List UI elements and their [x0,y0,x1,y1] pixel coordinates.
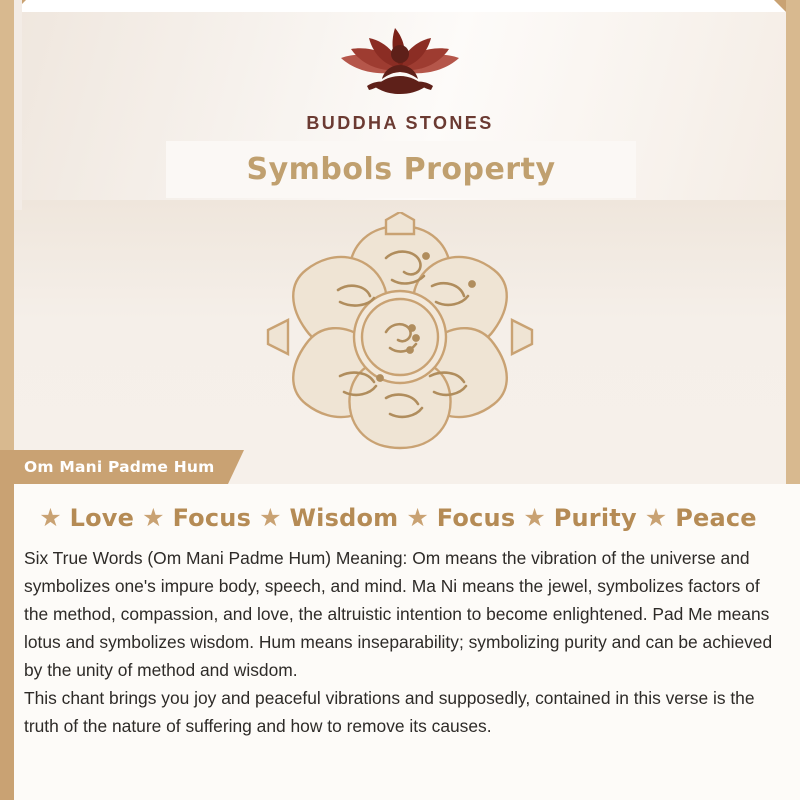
om-mani-padme-hum-lotus-mandala-icon [240,212,560,462]
keyword-love: Love [69,504,135,532]
description-paragraph-2: This chant brings you joy and peaceful vibrations and supposedly, contained in this verse is the truth of the nature of suffering and how to remove its causes. [24,688,755,736]
description-paragraph-1: Six True Words (Om Mani Padme Hum) Meaning: Om means the vibration of the universe and symbolizes one's impure body, speech, and mind. Ma Ni means the jewel, symbolizes factors of the method, compassion, and love, the altruistic intention to become enlightened. Pad Me means lotus and symbolizes wisdom. Hum means inseparability; symbolizing purity and can be achieved by the unity of method and wisdom. [24,548,773,680]
description-text [24,544,780,740]
mandala-illustration [0,212,800,462]
star-icon: ★ [259,503,282,532]
brand-name: BUDDHA STONES [306,113,494,133]
star-icon: ★ [644,503,668,532]
keyword-focus-2: Focus [436,504,516,532]
page-title: Symbols Property [246,152,556,187]
keyword-wisdom: Wisdom [289,504,399,532]
star-icon: ★ [406,503,429,532]
keyword-peace: Peace [675,504,757,532]
top-white-band [0,0,800,12]
mantra-banner-label: Om Mani Padme Hum [24,458,215,476]
keyword-purity: Purity [553,504,637,532]
star-icon: ★ [142,503,165,532]
brand-logo [0,16,800,134]
keyword-focus-1: Focus [172,504,252,532]
star-icon: ★ [523,503,546,532]
keyword-row [0,504,800,532]
star-icon: ★ [39,503,62,532]
section-title-plaque [166,141,636,198]
lotus-meditation-icon [305,16,495,112]
mantra-banner [0,450,228,484]
